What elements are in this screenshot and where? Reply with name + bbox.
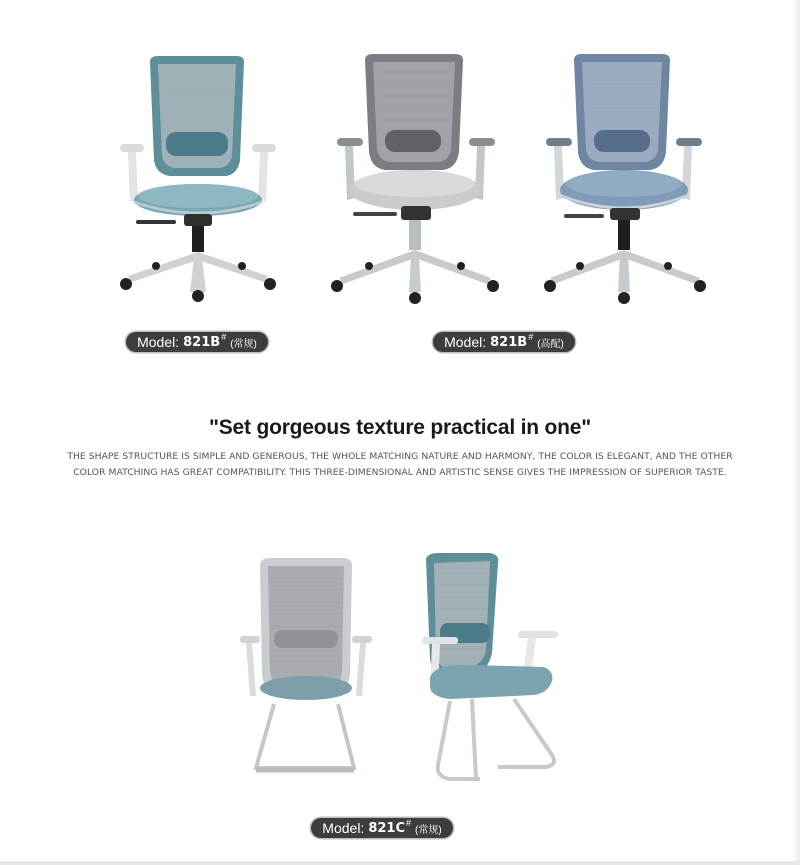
model-code: 821B: [490, 334, 528, 350]
page-right-edge: [792, 0, 800, 865]
model-mark: #: [406, 818, 412, 828]
section-headline: "Set gorgeous texture practical in one": [208, 416, 592, 439]
model-label-821c-standard: [311, 818, 453, 838]
office-chair-teal-image: [110, 52, 285, 307]
section-description: THE SHAPE STRUCTURE IS SIMPLE AND GENEROUS, THE WHOLE MATCHING NATURE AND HARMONY, THE COLOR IS ELEGANT, AND THE OTHER COLOR MATCHING HAS GREAT COMPATIBILITY. THIS THREE-DIMENSIONAL AND ARTISTIC SENSE GIVES THE IMPRESSION OF SUPERIOR TASTE.: [67, 451, 733, 478]
model-prefix: Model:: [322, 820, 365, 836]
model-variant: (高配): [537, 338, 564, 350]
office-chair-grey-image: [323, 52, 503, 309]
office-chair-blue-image: [540, 52, 712, 309]
model-mark: #: [528, 332, 534, 342]
model-label-821b-premium: [433, 332, 575, 352]
model-variant: (常规): [230, 338, 257, 350]
model-code: 821C: [368, 820, 406, 836]
page-bottom-edge: [0, 861, 800, 865]
model-prefix: Model:: [137, 334, 180, 350]
model-label-821b-standard: [126, 332, 268, 352]
model-mark: #: [221, 332, 227, 342]
visitor-chair-back-view-image: [238, 556, 374, 782]
model-code: 821B: [183, 334, 221, 350]
visitor-chair-side-view-image: [410, 553, 560, 786]
model-variant: (常规): [415, 824, 442, 836]
model-prefix: Model:: [444, 334, 487, 350]
